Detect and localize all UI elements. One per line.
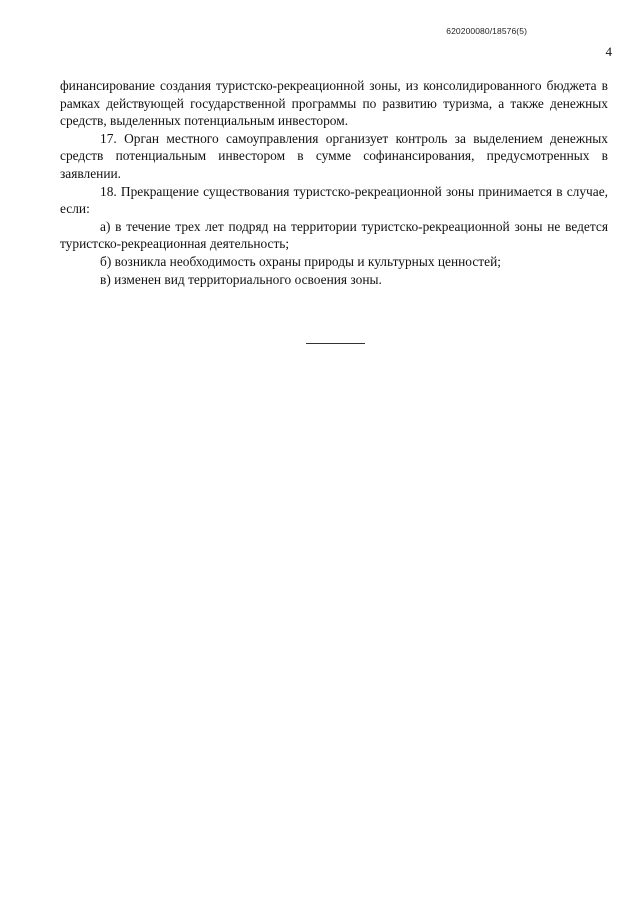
page-number: 4 [605,44,612,59]
paragraph-continuation: финансирование создания туристско-рекреационной зоны, из консолидированного бюджета в рамках действующей государственной программы по развитию туризма, а также денежных средств, выделенных потенциальным инвестором. [60,78,608,129]
list-item-b: б) возникла необходимость охраны природы и культурных ценностей; [100,253,501,269]
list-item-c: в) изменен вид территориального освоения зоны. [100,271,382,287]
body-text [60,77,608,288]
paragraph-17: 17. Орган местного самоуправления организует контроль за выделением денежных средств потенциальным инвестором в сумме софинансирования, предусмотренных в заявлении. [60,130,608,181]
document-id: 620200080/18576(5) [446,26,527,36]
paragraph-18: 18. Прекращение существования туристско-рекреационной зоны принимается в случае, если: [60,183,608,217]
end-separator-line [306,343,365,344]
list-item-a: а) в течение трех лет подряд на территории туристско-рекреационной зоны не ведется туристско-рекреационная деятельность; [60,218,608,252]
